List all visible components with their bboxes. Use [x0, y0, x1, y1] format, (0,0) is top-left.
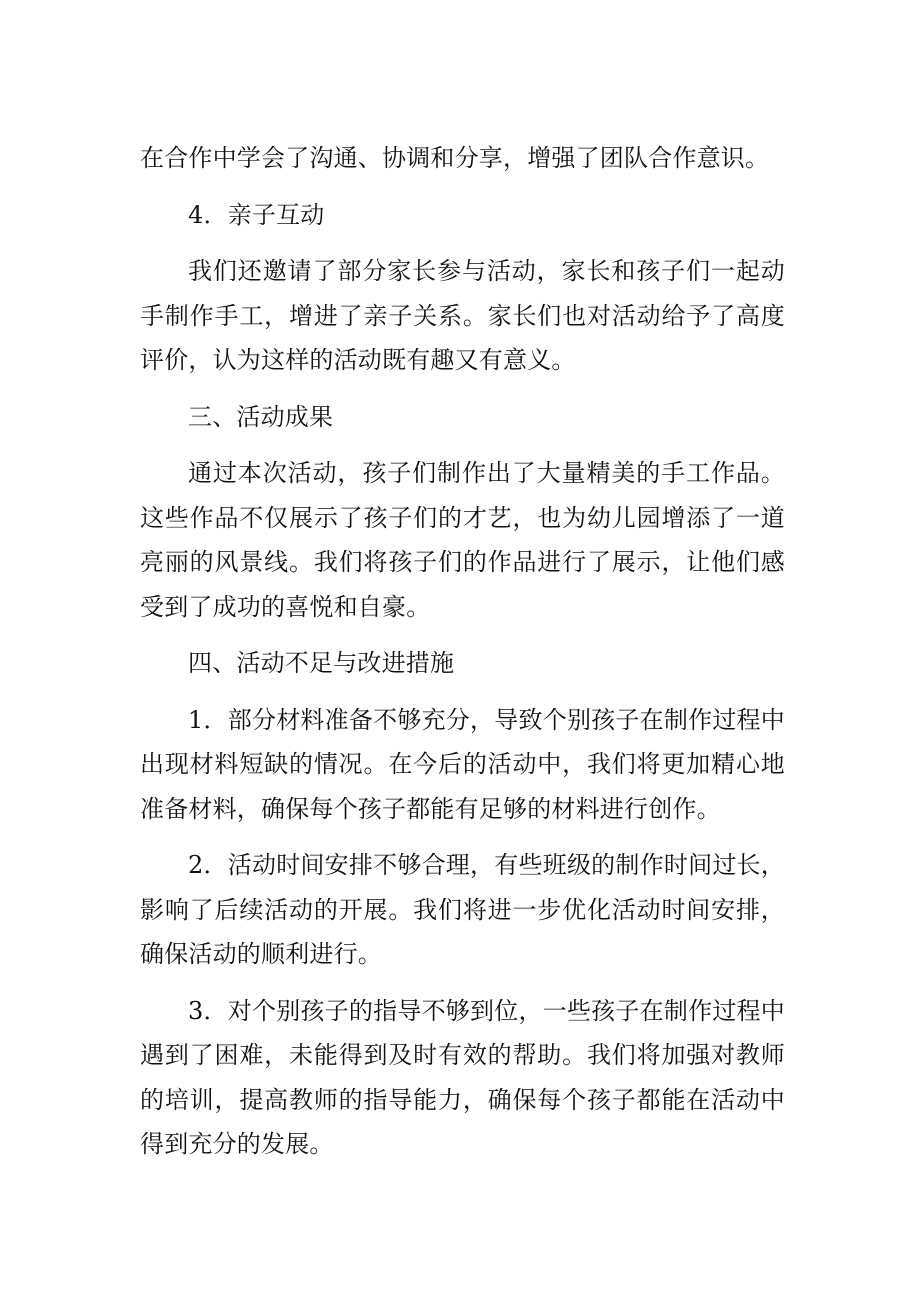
paragraph-parent-participation: 我们还邀请了部分家长参与活动，家长和孩子们一起动手制作手工，增进了亲子关系。家长们也对活动给予了高度评价，认为这样的活动既有趣又有意义。	[140, 257, 785, 374]
heading-shortcomings: 四、活动不足与改进措施	[188, 649, 455, 677]
paragraph-shortcoming-1: 1．部分材料准备不够充分，导致个别孩子在制作过程中出现材料短缺的情况。在今后的活动中，我们将更加精心地准备材料，确保每个孩子都能有足够的材料进行创作。	[140, 705, 785, 823]
document-page	[140, 136, 785, 1167]
paragraph-shortcoming-2: 2．活动时间安排不够合理，有些班级的制作时间过长，影响了后续活动的开展。我们将进一步优化活动时间安排，确保活动的顺利进行。	[140, 851, 785, 968]
paragraph-shortcoming-3: 3．对个别孩子的指导不够到位，一些孩子在制作过程中遇到了困难，未能得到及时有效的帮助。我们将加强对教师的培训，提高教师的指导能力，确保每个孩子都能在活动中得到充分的发展。	[140, 996, 785, 1158]
paragraph-continued: 在合作中学会了沟通、协调和分享，增强了团队合作意识。	[140, 144, 770, 172]
paragraph-results: 通过本次活动，孩子们制作出了大量精美的手工作品。这些作品不仅展示了孩子们的才艺，也为幼儿园增添了一道亮丽的风景线。我们将孩子们的作品进行了展示，让他们感受到了成功的喜悦和自豪。	[140, 459, 785, 621]
heading-parent-child-interaction: 4．亲子互动	[188, 200, 325, 229]
heading-activity-results: 三、活动成果	[188, 402, 334, 431]
